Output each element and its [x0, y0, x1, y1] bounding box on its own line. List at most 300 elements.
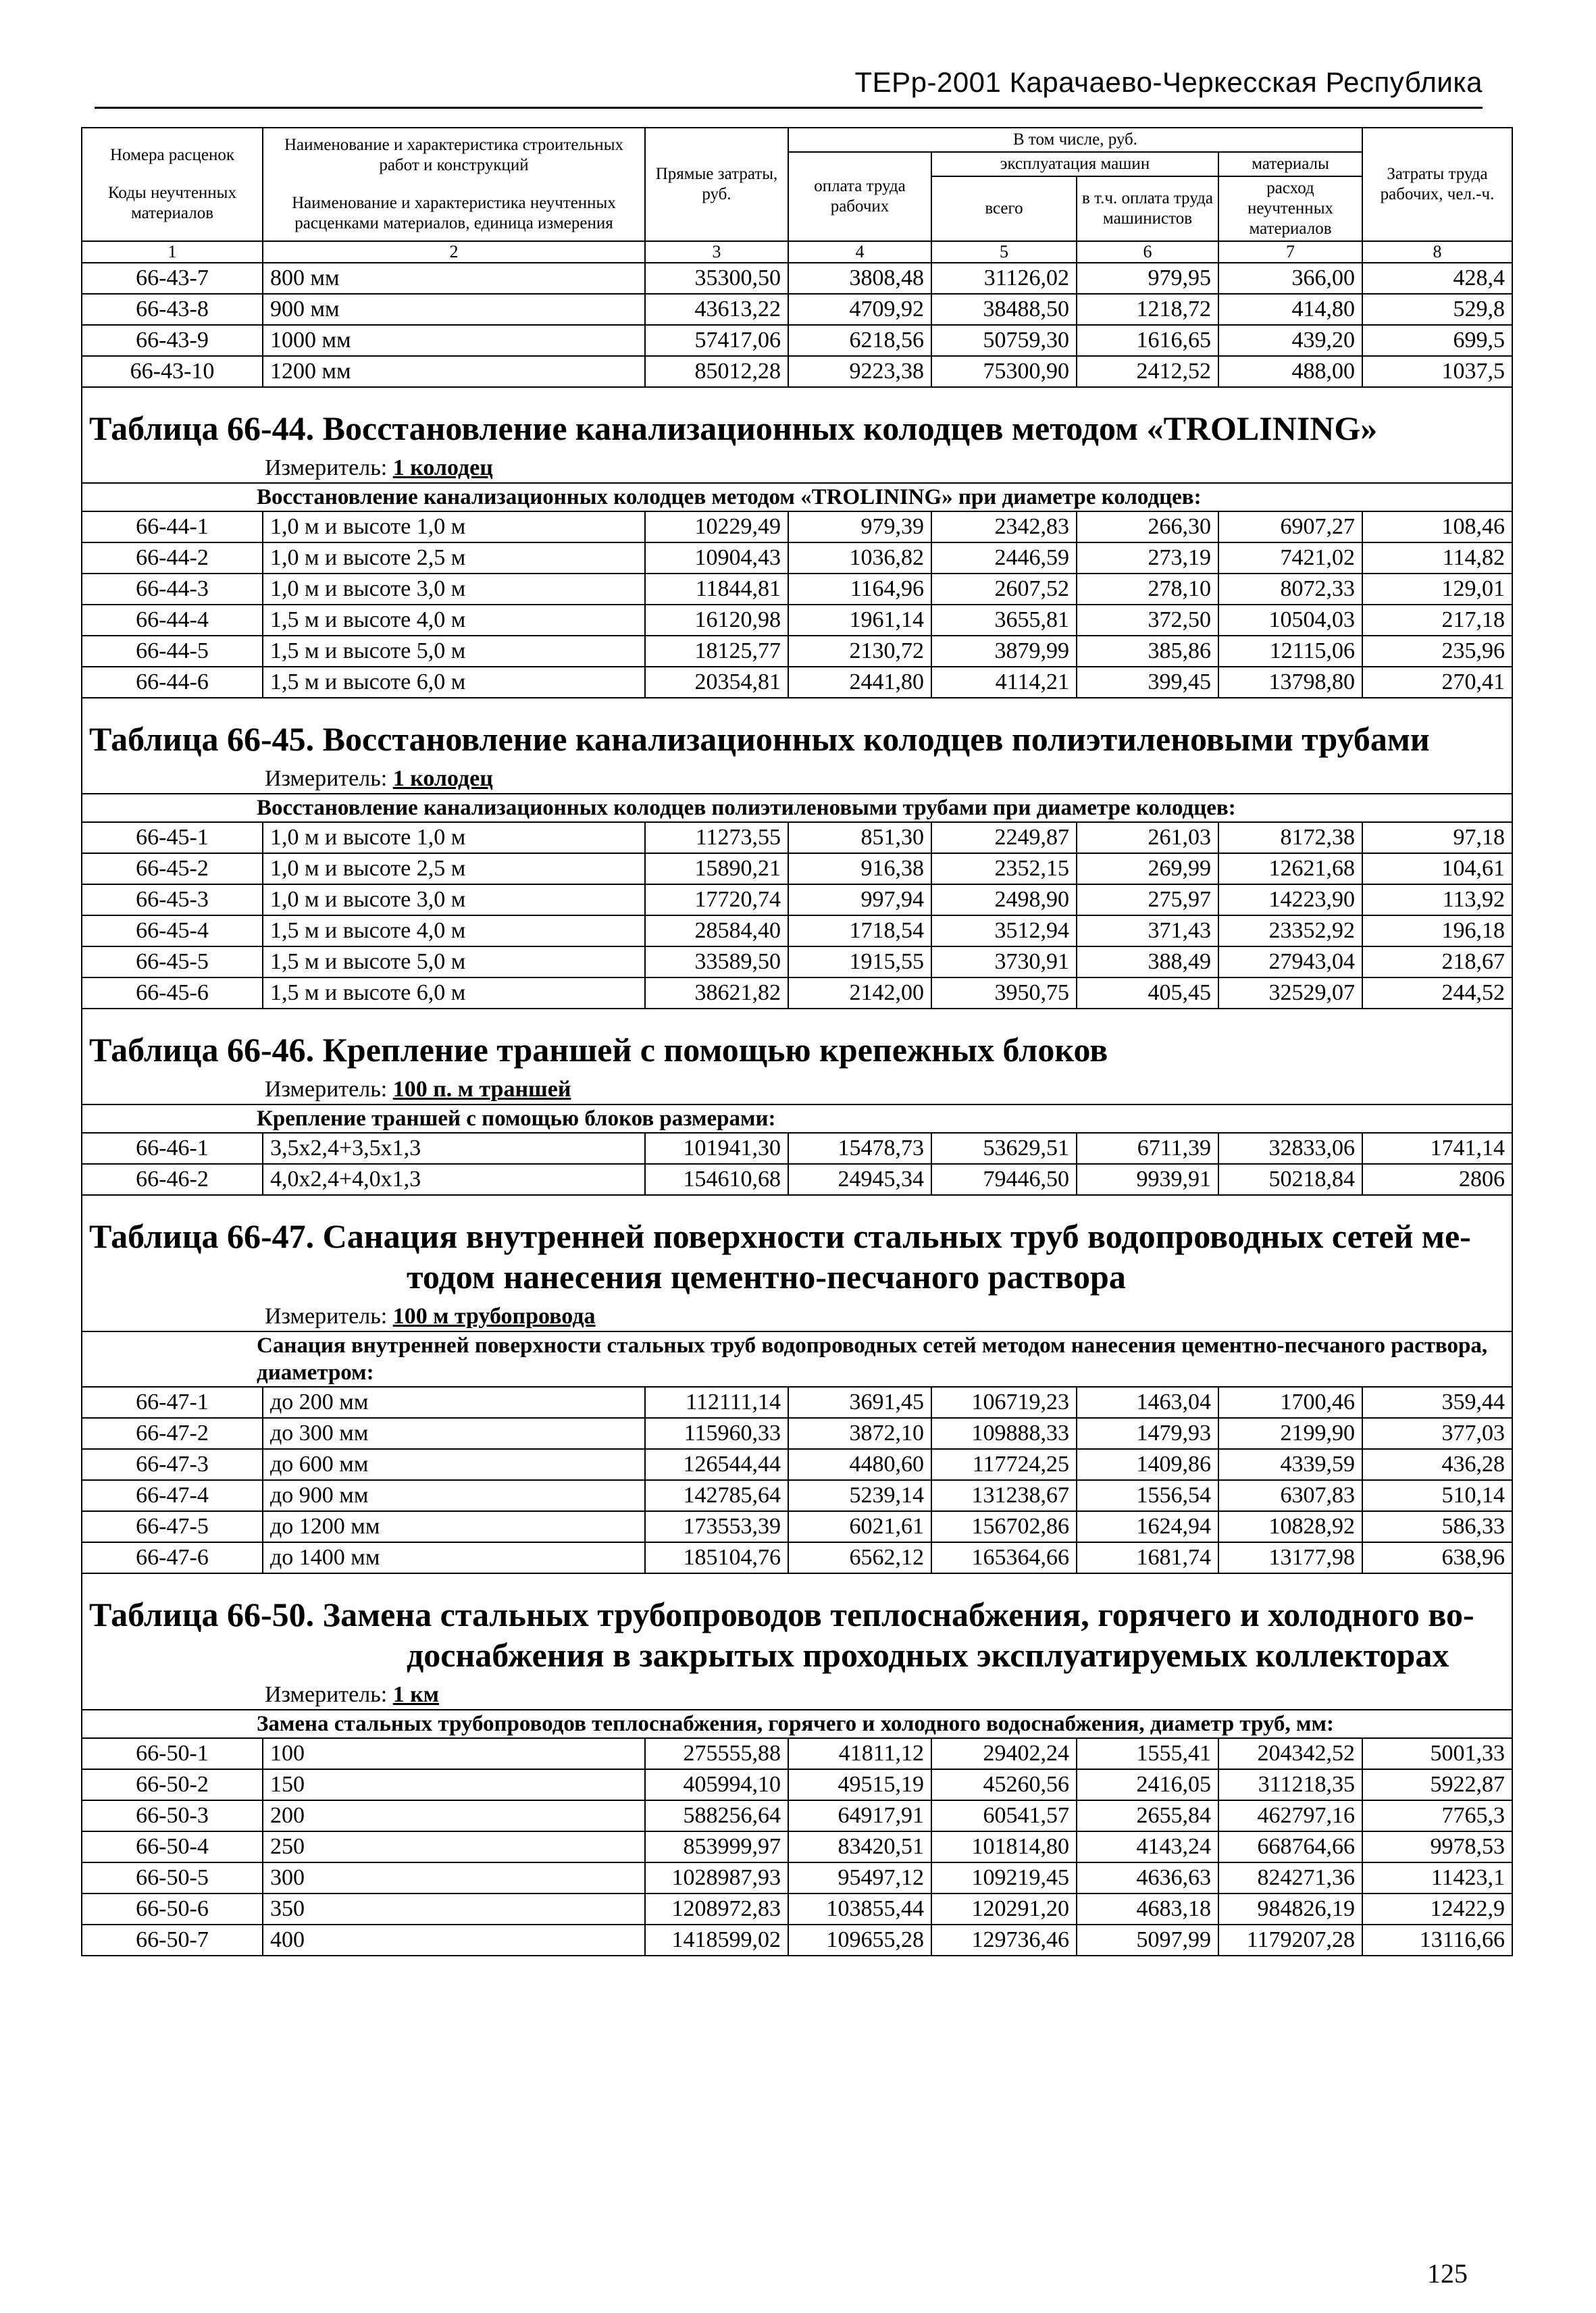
work-name: 1,5 м и высоте 5,0 м: [263, 946, 645, 977]
measure-row: [82, 1075, 1512, 1104]
group-heading: Восстановление канализационных колодцев полиэтиленовыми трубами при диаметре колодцев:: [82, 794, 1512, 822]
col-labor-pay: оплата труда рабочих: [788, 152, 931, 241]
direct-cost: 185104,76: [645, 1542, 788, 1573]
labor-hours: 428,4: [1362, 263, 1512, 294]
table-title-text: Таблица 66-45. Восстановление канализационных колодцев полиэтиленовыми трубами: [89, 720, 1430, 758]
labor-pay: 41811,12: [788, 1738, 931, 1769]
work-name: 900 мм: [263, 294, 645, 325]
machines-drivers: 371,43: [1077, 915, 1218, 946]
materials: 668764,66: [1218, 1831, 1362, 1862]
materials: 13798,80: [1218, 667, 1362, 698]
col-direct: Прямые затраты, руб.: [645, 128, 788, 241]
direct-cost: 154610,68: [645, 1164, 788, 1195]
direct-cost: 126544,44: [645, 1449, 788, 1480]
table-row: [82, 1387, 1512, 1418]
work-name: 1,5 м и высоте 4,0 м: [263, 915, 645, 946]
work-name: до 1400 мм: [263, 1542, 645, 1573]
labor-pay: 1915,55: [788, 946, 931, 977]
column-number: 2: [263, 241, 645, 263]
labor-hours: 586,33: [1362, 1511, 1512, 1542]
measure-unit: [82, 454, 1512, 483]
labor-pay: 109655,28: [788, 1925, 931, 1956]
direct-cost: 18125,77: [645, 636, 788, 667]
machines-total: 3512,94: [931, 915, 1077, 946]
machines-total: 120291,20: [931, 1893, 1077, 1925]
work-name: 150: [263, 1769, 645, 1800]
labor-hours: 7765,3: [1362, 1800, 1512, 1831]
table-row: [82, 1893, 1512, 1925]
rate-code: 66-45-4: [82, 915, 263, 946]
work-name: 250: [263, 1831, 645, 1862]
machines-total: 45260,56: [931, 1769, 1077, 1800]
work-name: 4,0х2,4+4,0х1,3: [263, 1164, 645, 1195]
machines-total: 2342,83: [931, 511, 1077, 542]
measure-value: 1 км: [392, 1682, 439, 1707]
measure-label: Измеритель:: [265, 1304, 388, 1329]
work-name: 100: [263, 1738, 645, 1769]
labor-pay: 4709,92: [788, 294, 931, 325]
table-row: [82, 636, 1512, 667]
table-title-row: [82, 387, 1512, 454]
table-title: [82, 387, 1512, 454]
table-row: [82, 853, 1512, 884]
column-number: 6: [1077, 241, 1218, 263]
machines-drivers: 275,97: [1077, 884, 1218, 915]
group-row: [82, 1104, 1512, 1133]
materials: 32833,06: [1218, 1133, 1362, 1164]
machines-drivers: 266,30: [1077, 511, 1218, 542]
table-title-text: Таблица 66-46. Крепление траншей с помощью крепежных блоков: [89, 1031, 1108, 1069]
labor-hours: 638,96: [1362, 1542, 1512, 1573]
labor-hours: 5001,33: [1362, 1738, 1512, 1769]
work-name: 400: [263, 1925, 645, 1956]
measure-unit: [82, 1681, 1512, 1710]
table-row: [82, 884, 1512, 915]
rate-code: 66-47-5: [82, 1511, 263, 1542]
table-row: [82, 294, 1512, 325]
work-name: 1,0 м и высоте 1,0 м: [263, 822, 645, 853]
labor-hours: 436,28: [1362, 1449, 1512, 1480]
materials: 462797,16: [1218, 1800, 1362, 1831]
measure-row: [82, 1681, 1512, 1710]
rate-code: 66-50-7: [82, 1925, 263, 1956]
machines-drivers: 4683,18: [1077, 1893, 1218, 1925]
rate-code: 66-47-4: [82, 1480, 263, 1511]
col-machines: эксплуатация машин: [931, 152, 1218, 176]
direct-cost: 173553,39: [645, 1511, 788, 1542]
labor-pay: 24945,34: [788, 1164, 931, 1195]
materials: 824271,36: [1218, 1862, 1362, 1893]
labor-hours: 11423,1: [1362, 1862, 1512, 1893]
machines-total: 2498,90: [931, 884, 1077, 915]
table-row: [82, 325, 1512, 356]
labor-pay: 3808,48: [788, 263, 931, 294]
direct-cost: 853999,97: [645, 1831, 788, 1862]
column-number-row: [82, 241, 1512, 263]
table-row: [82, 511, 1512, 542]
machines-drivers: 1218,72: [1077, 294, 1218, 325]
table-row: [82, 1925, 1512, 1956]
work-name: до 200 мм: [263, 1387, 645, 1418]
column-number: 7: [1218, 241, 1362, 263]
materials: 2199,90: [1218, 1418, 1362, 1449]
rate-code: 66-46-1: [82, 1133, 263, 1164]
header-rule: [95, 107, 1483, 109]
rate-code: 66-43-8: [82, 294, 263, 325]
direct-cost: 16120,98: [645, 605, 788, 636]
labor-hours: 196,18: [1362, 915, 1512, 946]
work-name: 1,0 м и высоте 1,0 м: [263, 511, 645, 542]
direct-cost: 142785,64: [645, 1480, 788, 1511]
table-title: [82, 1573, 1512, 1681]
labor-pay: 95497,12: [788, 1862, 931, 1893]
materials: 8072,33: [1218, 574, 1362, 605]
machines-drivers: 1616,65: [1077, 325, 1218, 356]
group-row: [82, 483, 1512, 511]
table-row: [82, 1511, 1512, 1542]
materials: 50218,84: [1218, 1164, 1362, 1195]
labor-hours: 244,52: [1362, 977, 1512, 1009]
labor-hours: 104,61: [1362, 853, 1512, 884]
labor-hours: 5922,87: [1362, 1769, 1512, 1800]
labor-pay: 1036,82: [788, 542, 931, 574]
machines-total: 2249,87: [931, 822, 1077, 853]
machines-total: 129736,46: [931, 1925, 1077, 1956]
rate-code: 66-50-5: [82, 1862, 263, 1893]
labor-pay: 916,38: [788, 853, 931, 884]
labor-pay: 1164,96: [788, 574, 931, 605]
measure-unit: [82, 765, 1512, 794]
measure-unit: [82, 1075, 1512, 1104]
table-title: [82, 1195, 1512, 1302]
materials: 439,20: [1218, 325, 1362, 356]
rate-code: 66-47-3: [82, 1449, 263, 1480]
column-number: 3: [645, 241, 788, 263]
machines-total: 79446,50: [931, 1164, 1077, 1195]
work-name: 200: [263, 1800, 645, 1831]
table-title-row: [82, 1573, 1512, 1681]
labor-hours: 113,92: [1362, 884, 1512, 915]
col-labor: Затраты труда рабочих, чел.-ч.: [1362, 128, 1512, 241]
machines-total: 3730,91: [931, 946, 1077, 977]
machines-total: 156702,86: [931, 1511, 1077, 1542]
materials: 984826,19: [1218, 1893, 1362, 1925]
labor-pay: 1718,54: [788, 915, 931, 946]
rate-code: 66-50-2: [82, 1769, 263, 1800]
work-name: до 300 мм: [263, 1418, 645, 1449]
col-name-label: Наименование и характеристика строительных работ и конструкций: [284, 136, 623, 174]
work-name: до 900 мм: [263, 1480, 645, 1511]
labor-pay: 15478,73: [788, 1133, 931, 1164]
col-materials-sub: расход неучтенных материалов: [1218, 176, 1362, 241]
machines-total: 2352,15: [931, 853, 1077, 884]
machines-drivers: 388,49: [1077, 946, 1218, 977]
table-row: [82, 1769, 1512, 1800]
work-name: 800 мм: [263, 263, 645, 294]
rate-code: 66-47-2: [82, 1418, 263, 1449]
work-name: 1,0 м и высоте 3,0 м: [263, 884, 645, 915]
direct-cost: 10229,49: [645, 511, 788, 542]
labor-hours: 13116,66: [1362, 1925, 1512, 1956]
column-number: 1: [82, 241, 263, 263]
direct-cost: 101941,30: [645, 1133, 788, 1164]
labor-pay: 6021,61: [788, 1511, 931, 1542]
materials: 23352,92: [1218, 915, 1362, 946]
machines-drivers: 2655,84: [1077, 1800, 1218, 1831]
labor-pay: 103855,44: [788, 1893, 931, 1925]
direct-cost: 1028987,93: [645, 1862, 788, 1893]
labor-hours: 377,03: [1362, 1418, 1512, 1449]
machines-total: 109888,33: [931, 1418, 1077, 1449]
measure-row: [82, 765, 1512, 794]
machines-drivers: 1556,54: [1077, 1480, 1218, 1511]
direct-cost: 57417,06: [645, 325, 788, 356]
materials: 12115,06: [1218, 636, 1362, 667]
labor-hours: 114,82: [1362, 542, 1512, 574]
machines-drivers: 273,19: [1077, 542, 1218, 574]
table-row: [82, 822, 1512, 853]
direct-cost: 1208972,83: [645, 1893, 788, 1925]
rates-table: [81, 127, 1513, 1956]
materials: 12621,68: [1218, 853, 1362, 884]
labor-hours: 12422,9: [1362, 1893, 1512, 1925]
direct-cost: 35300,50: [645, 263, 788, 294]
direct-cost: 15890,21: [645, 853, 788, 884]
direct-cost: 10904,43: [645, 542, 788, 574]
materials: 13177,98: [1218, 1542, 1362, 1573]
materials: 6907,27: [1218, 511, 1362, 542]
labor-pay: 49515,19: [788, 1769, 931, 1800]
work-name: 1,5 м и высоте 6,0 м: [263, 977, 645, 1009]
table-title-row: [82, 1195, 1512, 1302]
machines-total: 2607,52: [931, 574, 1077, 605]
labor-pay: 4480,60: [788, 1449, 931, 1480]
machines-total: 101814,80: [931, 1831, 1077, 1862]
table-row: [82, 605, 1512, 636]
direct-cost: 17720,74: [645, 884, 788, 915]
labor-hours: 218,67: [1362, 946, 1512, 977]
machines-drivers: 2416,05: [1077, 1769, 1218, 1800]
machines-total: 165364,66: [931, 1542, 1077, 1573]
labor-hours: 1741,14: [1362, 1133, 1512, 1164]
materials: 1179207,28: [1218, 1925, 1362, 1956]
machines-drivers: 5097,99: [1077, 1925, 1218, 1956]
machines-drivers: 1681,74: [1077, 1542, 1218, 1573]
col-incl: В том числе, руб.: [788, 128, 1362, 152]
machines-drivers: 1479,93: [1077, 1418, 1218, 1449]
work-name: 1,0 м и высоте 3,0 м: [263, 574, 645, 605]
labor-pay: 851,30: [788, 822, 931, 853]
group-row: [82, 1331, 1512, 1387]
rate-code: 66-43-7: [82, 263, 263, 294]
machines-drivers: 2412,52: [1077, 356, 1218, 387]
labor-pay: 997,94: [788, 884, 931, 915]
machines-drivers: 261,03: [1077, 822, 1218, 853]
table-row: [82, 1480, 1512, 1511]
direct-cost: 275555,88: [645, 1738, 788, 1769]
table-title-text-2: доснабжения в закрытых проходных эксплуатируемых коллекторах: [407, 1636, 1449, 1674]
labor-hours: 9978,53: [1362, 1831, 1512, 1862]
machines-total: 3655,81: [931, 605, 1077, 636]
table-title-text-2: тодом нанесения цементно-песчаного раствора: [407, 1258, 1126, 1296]
materials: 32529,07: [1218, 977, 1362, 1009]
direct-cost: 11844,81: [645, 574, 788, 605]
labor-hours: 529,8: [1362, 294, 1512, 325]
materials: 4339,59: [1218, 1449, 1362, 1480]
table-row: [82, 946, 1512, 977]
labor-pay: 9223,38: [788, 356, 931, 387]
rate-code: 66-47-1: [82, 1387, 263, 1418]
labor-hours: 1037,5: [1362, 356, 1512, 387]
table-row: [82, 542, 1512, 574]
machines-total: 29402,24: [931, 1738, 1077, 1769]
machines-drivers: 405,45: [1077, 977, 1218, 1009]
machines-drivers: 1624,94: [1077, 1511, 1218, 1542]
labor-hours: 108,46: [1362, 511, 1512, 542]
materials: 10504,03: [1218, 605, 1362, 636]
machines-drivers: 399,45: [1077, 667, 1218, 698]
measure-value: 1 колодец: [392, 766, 493, 791]
materials: 27943,04: [1218, 946, 1362, 977]
measure-row: [82, 1302, 1512, 1331]
column-number: 8: [1362, 241, 1512, 263]
col-materials: материалы: [1218, 152, 1362, 176]
labor-hours: 359,44: [1362, 1387, 1512, 1418]
column-header-row: [82, 128, 1512, 152]
table-row: [82, 1164, 1512, 1195]
machines-total: 4114,21: [931, 667, 1077, 698]
measure-value: 1 колодец: [392, 455, 493, 480]
materials: 8172,38: [1218, 822, 1362, 853]
labor-pay: 979,39: [788, 511, 931, 542]
machines-total: 38488,50: [931, 294, 1077, 325]
rate-code: 66-47-6: [82, 1542, 263, 1573]
work-name: 300: [263, 1862, 645, 1893]
table-row: [82, 356, 1512, 387]
col-rate-number-label: Номера расценок: [109, 146, 235, 164]
table-row: [82, 1449, 1512, 1480]
machines-total: 109219,45: [931, 1862, 1077, 1893]
rate-code: 66-43-9: [82, 325, 263, 356]
labor-pay: 2441,80: [788, 667, 931, 698]
rate-code: 66-43-10: [82, 356, 263, 387]
col-name-sub-label: Наименование и характеристика неучтенных расценками материалов, единица измерения: [292, 194, 616, 232]
col-machines-drivers: в т.ч. оплата труда машинистов: [1077, 176, 1218, 241]
machines-drivers: 1555,41: [1077, 1738, 1218, 1769]
direct-cost: 43613,22: [645, 294, 788, 325]
table-row: [82, 263, 1512, 294]
materials: 311218,35: [1218, 1769, 1362, 1800]
rate-code: 66-45-1: [82, 822, 263, 853]
materials: 366,00: [1218, 263, 1362, 294]
machines-drivers: 372,50: [1077, 605, 1218, 636]
table-row: [82, 1542, 1512, 1573]
machines-total: 53629,51: [931, 1133, 1077, 1164]
work-name: 1,5 м и высоте 4,0 м: [263, 605, 645, 636]
labor-hours: 699,5: [1362, 325, 1512, 356]
table-row: [82, 1418, 1512, 1449]
column-number: 5: [931, 241, 1077, 263]
work-name: до 1200 мм: [263, 1511, 645, 1542]
page-header-title: ТЕРр-2001 Карачаево-Черкесская Республика: [854, 66, 1483, 98]
work-name: 1200 мм: [263, 356, 645, 387]
materials: 14223,90: [1218, 884, 1362, 915]
col-rate-number: [82, 128, 263, 241]
measure-row: [82, 454, 1512, 483]
machines-total: 50759,30: [931, 325, 1077, 356]
machines-drivers: 4143,24: [1077, 1831, 1218, 1862]
table-title: [82, 698, 1512, 765]
machines-drivers: 1463,04: [1077, 1387, 1218, 1418]
work-name: до 600 мм: [263, 1449, 645, 1480]
labor-hours: 235,96: [1362, 636, 1512, 667]
materials: 488,00: [1218, 356, 1362, 387]
measure-value: 100 п. м траншей: [392, 1077, 571, 1102]
machines-total: 3950,75: [931, 977, 1077, 1009]
labor-hours: 2806: [1362, 1164, 1512, 1195]
labor-hours: 270,41: [1362, 667, 1512, 698]
direct-cost: 85012,28: [645, 356, 788, 387]
table-title-row: [82, 1009, 1512, 1075]
rate-code: 66-50-3: [82, 1800, 263, 1831]
col-machines-total: всего: [931, 176, 1077, 241]
machines-drivers: 9939,91: [1077, 1164, 1218, 1195]
work-name: 1,5 м и высоте 6,0 м: [263, 667, 645, 698]
machines-total: 3879,99: [931, 636, 1077, 667]
machines-total: 117724,25: [931, 1449, 1077, 1480]
rate-code: 66-44-2: [82, 542, 263, 574]
page-number: 125: [1427, 2258, 1468, 2289]
rate-code: 66-44-1: [82, 511, 263, 542]
machines-drivers: 269,99: [1077, 853, 1218, 884]
labor-hours: 129,01: [1362, 574, 1512, 605]
work-name: 1,5 м и высоте 5,0 м: [263, 636, 645, 667]
measure-unit: [82, 1302, 1512, 1331]
rate-code: 66-45-6: [82, 977, 263, 1009]
labor-hours: 510,14: [1362, 1480, 1512, 1511]
rate-code: 66-50-1: [82, 1738, 263, 1769]
group-heading: Замена стальных трубопроводов теплоснабжения, горячего и холодного водоснабжения, диаметр труб, мм:: [82, 1710, 1512, 1738]
machines-total: 2446,59: [931, 542, 1077, 574]
labor-pay: 83420,51: [788, 1831, 931, 1862]
labor-pay: 2130,72: [788, 636, 931, 667]
col-name: [263, 128, 645, 241]
group-heading: Восстановление канализационных колодцев методом «TROLINING» при диаметре колодцев:: [82, 483, 1512, 511]
work-name: 1,0 м и высоте 2,5 м: [263, 853, 645, 884]
table-title-row: [82, 698, 1512, 765]
labor-pay: 64917,91: [788, 1800, 931, 1831]
direct-cost: 115960,33: [645, 1418, 788, 1449]
rate-code: 66-44-6: [82, 667, 263, 698]
table-row: [82, 1800, 1512, 1831]
machines-total: 75300,90: [931, 356, 1077, 387]
table-row: [82, 1133, 1512, 1164]
labor-pay: 1961,14: [788, 605, 931, 636]
labor-pay: 5239,14: [788, 1480, 931, 1511]
table-row: [82, 915, 1512, 946]
labor-pay: 6218,56: [788, 325, 931, 356]
work-name: 1,0 м и высоте 2,5 м: [263, 542, 645, 574]
machines-total: 131238,67: [931, 1480, 1077, 1511]
table-row: [82, 977, 1512, 1009]
measure-label: Измеритель:: [265, 766, 388, 791]
labor-pay: 2142,00: [788, 977, 931, 1009]
work-name: 3,5х2,4+3,5х1,3: [263, 1133, 645, 1164]
group-heading: Крепление траншей с помощью блоков размерами:: [82, 1104, 1512, 1133]
table-row: [82, 574, 1512, 605]
materials: 1700,46: [1218, 1387, 1362, 1418]
rate-code: 66-45-5: [82, 946, 263, 977]
